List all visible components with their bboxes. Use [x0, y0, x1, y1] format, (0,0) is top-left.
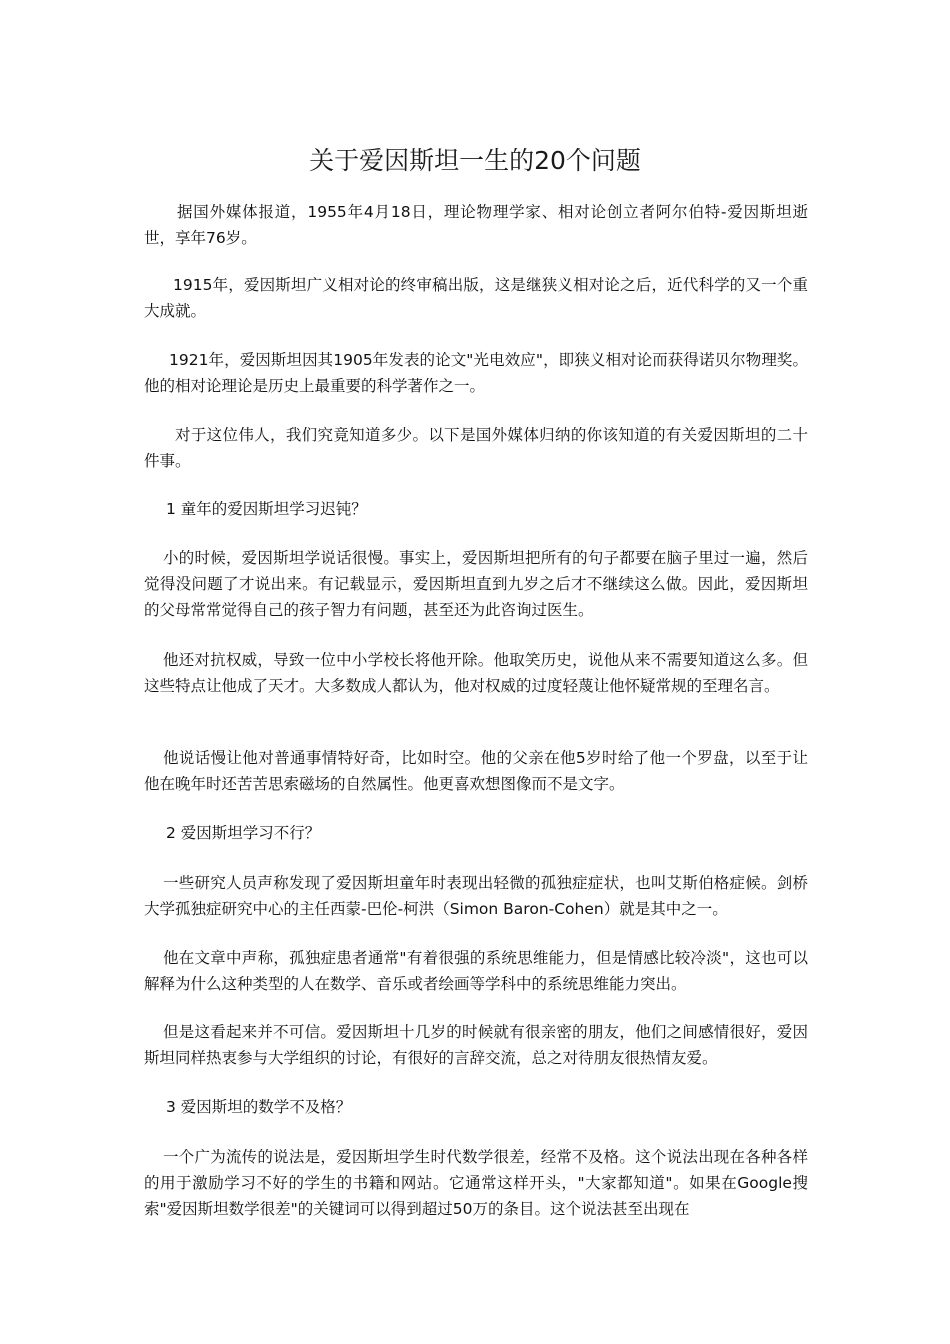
paragraph-autism: 一些研究人员声称发现了爱因斯坦童年时表现出轻微的孤独症症状，也叫艾斯伯格症候。剑桥大学孤独症研究中心的主任西蒙-巴伦-柯洪（Simon Baron-Cohen）就是其中之一。	[144, 874, 808, 918]
paragraph-authority: 他还对抗权威，导致一位中小学校长将他开除。他取笑历史，说他从来不需要知道这么多。但这些特点让他成了天才。大多数成人都认为，他对权威的过度轻蔑让他怀疑常规的至理名言。	[144, 651, 808, 695]
paragraph-friends: 但是这看起来并不可信。爱因斯坦十几岁的时候就有很亲密的朋友，他们之间感情很好，爱因斯坦同样热衷参与大学组织的讨论，有很好的言辞交流，总之对待朋友很热情友爱。	[144, 1023, 808, 1067]
paragraph-intro: 据国外媒体报道，1955年4月18日，理论物理学家、相对论创立者阿尔伯特-爱因斯坦逝世，享年76岁。	[144, 203, 808, 247]
paragraph-1915: 1915年，爱因斯坦广义相对论的终审稿出版，这是继狭义相对论之后，近代科学的又一个重大成就。	[144, 276, 808, 320]
section-heading-2: 2 爱因斯坦学习不行？	[166, 824, 321, 842]
paragraph-overview: 对于这位伟人，我们究竟知道多少。以下是国外媒体归纳的你该知道的有关爱因斯坦的二十件事。	[144, 426, 808, 470]
paragraph-systems-thinking: 他在文章中声称，孤独症患者通常"有着很强的系统思维能力，但是情感比较冷淡"，这也可以解释为什么这种类型的人在数学、音乐或者绘画等学科中的系统思维能力突出。	[144, 949, 808, 993]
section-heading-3: 3 爱因斯坦的数学不及格？	[166, 1098, 352, 1116]
paragraph-childhood: 小的时候，爱因斯坦学说话很慢。事实上，爱因斯坦把所有的句子都要在脑子里过一遍，然后觉得没问题了才说出来。有记载显示，爱因斯坦直到九岁之后才不继续这么做。因此，爱因斯坦的父母常常觉得自己的孩子智力有问题，甚至还为此咨询过医生。	[144, 549, 808, 619]
document-title: 关于爱因斯坦一生的20个问题	[309, 146, 641, 175]
paragraph-1921: 1921年，爱因斯坦因其1905年发表的论文"光电效应"，即狭义相对论而获得诺贝尔物理奖。他的相对论理论是历史上最重要的科学著作之一。	[144, 351, 808, 395]
paragraph-curiosity: 他说话慢让他对普通事情特好奇，比如时空。他的父亲在他5岁时给了他一个罗盘，以至于让他在晚年时还苦苦思索磁场的自然属性。他更喜欢想图像而不是文字。	[144, 749, 808, 793]
section-heading-1: 1 童年的爱因斯坦学习迟钝？	[166, 500, 367, 518]
paragraph-math-myth: 一个广为流传的说法是，爱因斯坦学生时代数学很差，经常不及格。这个说法出现在各种各样的用于激励学习不好的学生的书籍和网站。它通常这样开头，"大家都知道"。如果在Google搜索"爱因斯坦数学很差"的关键词可以得到超过50万的条目。这个说法甚至出现在	[144, 1148, 808, 1218]
